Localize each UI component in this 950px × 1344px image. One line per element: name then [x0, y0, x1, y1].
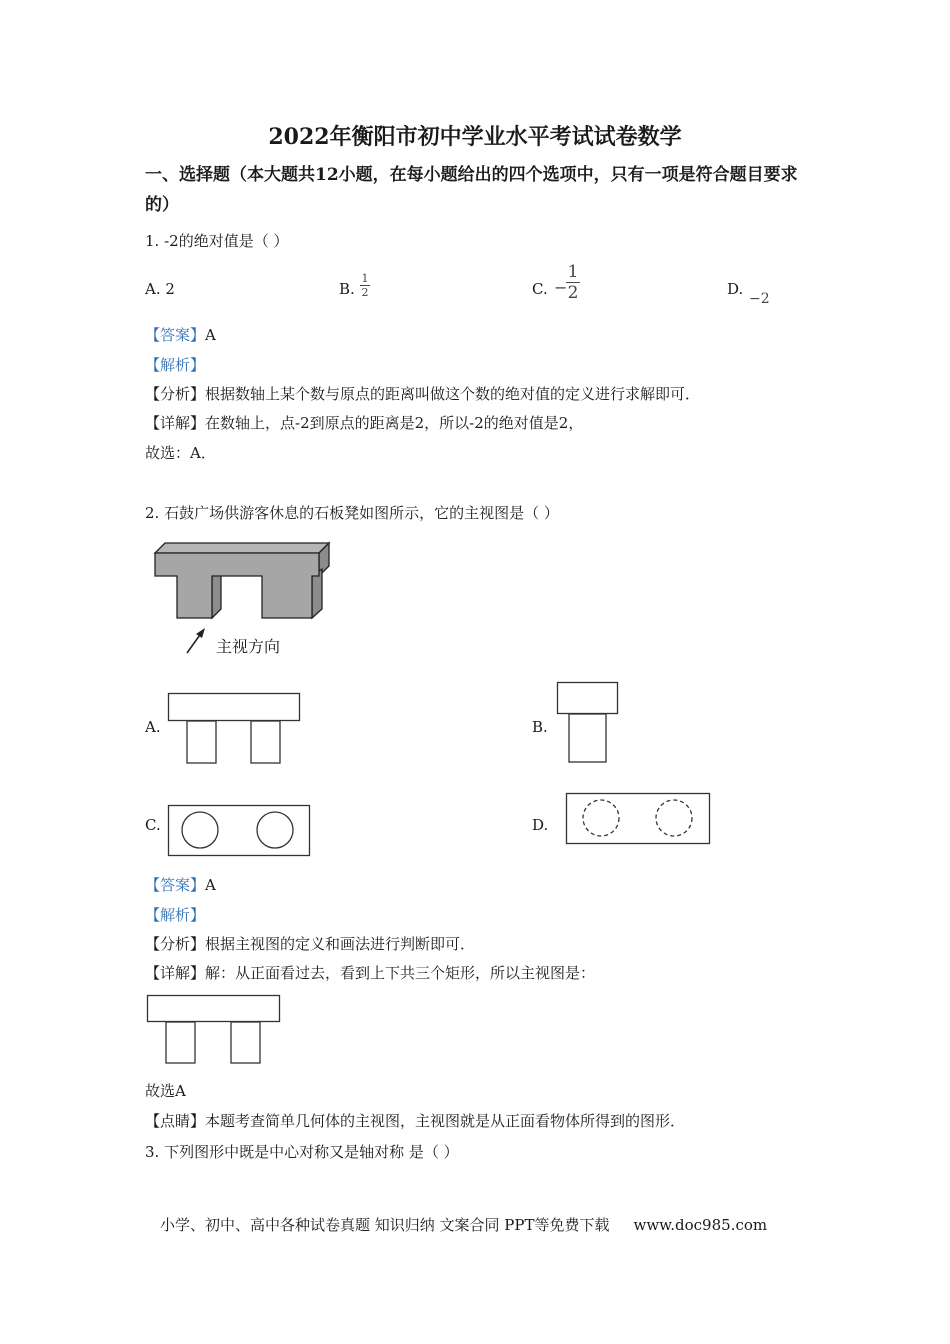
q2-option-d: D. — [532, 816, 549, 834]
front-view-answer-figure — [147, 995, 283, 1065]
q2-option-a: A. — [145, 718, 161, 736]
q2-dianjing-line — [145, 1111, 685, 1131]
q1-answer-line — [145, 325, 216, 345]
q1-option-b-fraction — [360, 272, 370, 299]
q1-option-c-fraction — [566, 262, 580, 303]
fenxi-text: 根据主视图的定义和画法进行判断即可． — [205, 935, 476, 953]
question-3-stem: 3. 下列图形中既是中心对称又是轴对称 是（ ） — [145, 1143, 459, 1161]
dianjing-tag: 【点睛】 — [145, 1112, 206, 1130]
q1-option-c: C. — [532, 280, 548, 298]
q1-option-d: D. — [727, 280, 744, 298]
answer-value: A — [205, 326, 216, 344]
option-a-figure — [168, 693, 302, 765]
xiangjie-tag: 【详解】 — [145, 964, 206, 982]
q2-option-c: C. — [145, 816, 161, 834]
section-heading: 一、选择题（本大题共12小题，在每小题给出的四个选项中，只有一项是符合题目要求的） — [145, 165, 798, 215]
footer-url[interactable]: www.doc985.com — [633, 1216, 768, 1234]
fraction-denominator: 2 — [361, 286, 369, 299]
q1-xiangjie-line — [145, 413, 583, 433]
option-b-figure — [557, 682, 619, 764]
q2-conclusion: 故选A — [145, 1082, 186, 1100]
q1-fenxi-line — [145, 384, 700, 404]
q1-option-c-sign: − — [554, 278, 568, 297]
footer-text: 小学、初中、高中各种试卷真题 知识归纳 文案合同 PPT等免费下载 — [160, 1216, 610, 1234]
q2-analysis-tag: 【解析】 — [145, 906, 206, 924]
fraction-numerator: 1 — [567, 262, 579, 282]
q1-option-a: A. 2 — [145, 280, 175, 298]
q1-analysis-tag: 【解析】 — [145, 356, 206, 374]
q1-conclusion: 故选：A． — [145, 444, 216, 462]
option-c-figure — [168, 805, 312, 857]
option-d-figure — [566, 793, 712, 846]
q2-xiangjie-line — [145, 963, 595, 983]
q2-fenxi-line — [145, 934, 475, 954]
fraction-denominator: 2 — [567, 283, 579, 303]
q2-option-b: B. — [532, 718, 548, 736]
question-2-stem: 2. 石鼓广场供游客休息的石板凳如图所示，它的主视图是（ ） — [145, 504, 559, 522]
question-1-stem: 1. -2的绝对值是（ ） — [145, 232, 289, 250]
fenxi-text: 根据数轴上某个数与原点的距离叫做这个数的绝对值的定义进行求解即可． — [205, 385, 701, 403]
page-footer — [160, 1214, 767, 1235]
answer-tag: 【答案】 — [145, 326, 206, 344]
answer-value: A — [205, 876, 216, 894]
fraction-numerator: 1 — [361, 272, 369, 285]
q1-option-b: B. — [339, 280, 355, 298]
xiangjie-tag: 【详解】 — [145, 414, 206, 432]
answer-tag: 【答案】 — [145, 876, 206, 894]
xiangjie-text: 解：从正面看过去，看到上下共三个矩形，所以主视图是： — [205, 964, 596, 982]
direction-label: 主视方向 — [216, 637, 281, 656]
xiangjie-text: 在数轴上，点-2到原点的距离是2，所以-2的绝对值是2， — [205, 414, 584, 432]
fenxi-tag: 【分析】 — [145, 385, 206, 403]
document-title: 2022年衡阳市初中学业水平考试试卷数学 — [268, 124, 682, 150]
q2-answer-line — [145, 875, 216, 895]
fenxi-tag: 【分析】 — [145, 935, 206, 953]
dianjing-text: 本题考查简单几何体的主视图，主视图就是从正面看物体所得到的图形． — [205, 1112, 686, 1130]
q1-option-d-value: −2 — [749, 291, 770, 307]
